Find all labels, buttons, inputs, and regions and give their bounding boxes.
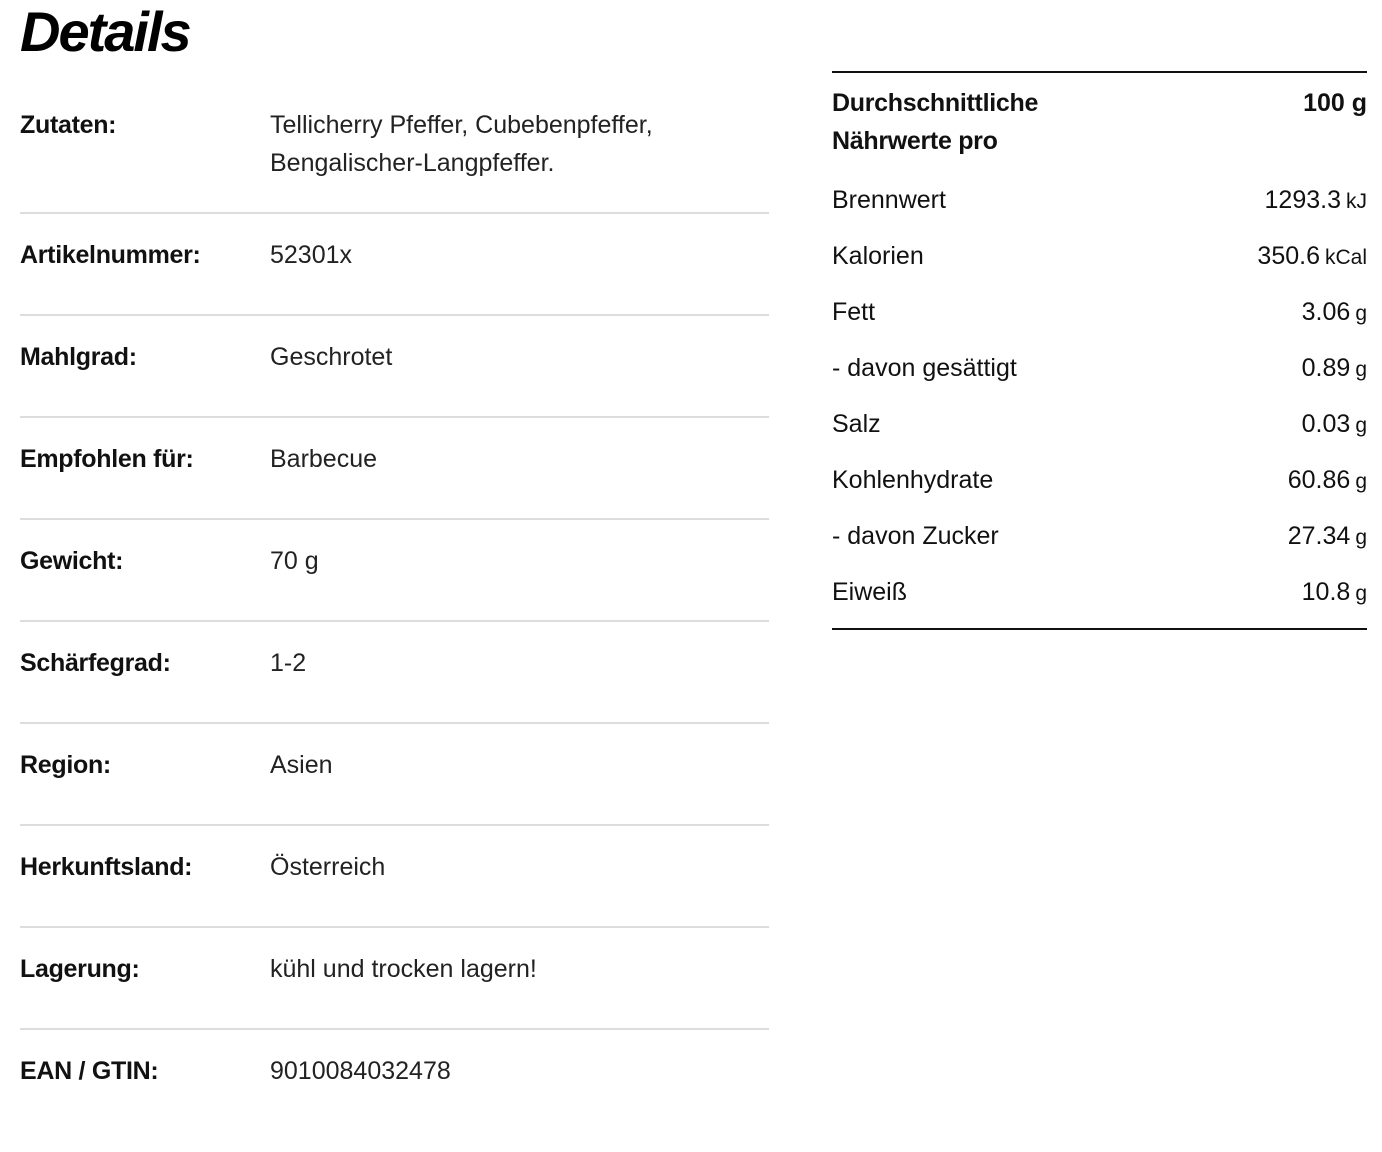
nutrition-header-label: Durchschnittliche Nährwerte pro (832, 89, 1039, 155)
nutrition-unit: g (1355, 414, 1367, 437)
detail-row-weight (20, 520, 769, 622)
detail-label: Schärfegrad: (20, 649, 171, 677)
details-table (20, 82, 769, 1132)
nutrition-name: Kalorien (832, 242, 924, 270)
detail-label: Empfohlen für: (20, 445, 194, 473)
nutrition-amount: 3.06 (1301, 298, 1351, 326)
detail-row-grind (20, 316, 769, 418)
detail-value: Tellicherry Pfeffer, Cubebenpfeffer, Bengalischer-Langpfeffer. (270, 111, 653, 177)
nutrition-value (1288, 452, 1367, 512)
nutrition-unit: g (1355, 358, 1367, 381)
detail-row-storage (20, 928, 769, 1030)
detail-value: 70 g (270, 547, 319, 575)
detail-row-region (20, 724, 769, 826)
nutrition-amount: 0.89 (1301, 354, 1351, 382)
detail-label: Gewicht: (20, 547, 124, 575)
nutrition-row (832, 452, 1367, 508)
detail-value: 9010084032478 (270, 1057, 451, 1085)
detail-label: Region: (20, 751, 111, 779)
detail-row-spiciness (20, 622, 769, 724)
nutrition-name: Brennwert (832, 186, 946, 214)
nutrition-unit: g (1355, 526, 1367, 549)
nutrition-value (1302, 284, 1367, 344)
detail-value: 1-2 (270, 649, 307, 677)
nutrition-header-value: 100 g (1303, 89, 1367, 117)
nutrition-name: Salz (832, 410, 881, 438)
nutrition-row (832, 508, 1367, 564)
detail-label: Artikelnummer: (20, 241, 201, 269)
nutrition-name: Kohlenhydrate (832, 466, 994, 494)
nutrition-unit: kCal (1324, 246, 1367, 269)
nutrition-row (832, 564, 1367, 620)
detail-value: Österreich (270, 853, 386, 881)
page-title: Details (20, 0, 190, 63)
nutrition-amount: 27.34 (1287, 522, 1351, 550)
detail-label: Zutaten: (20, 111, 117, 139)
nutrition-row (832, 340, 1367, 396)
detail-label: Mahlgrad: (20, 343, 137, 371)
nutrition-amount: 0.03 (1301, 410, 1351, 438)
detail-row-article-number (20, 214, 769, 316)
nutrition-table (832, 71, 1367, 630)
detail-row-recommended (20, 418, 769, 520)
detail-value: kühl und trocken lagern! (270, 955, 537, 983)
detail-label: Herkunftsland: (20, 853, 193, 881)
detail-value: Geschrotet (270, 343, 393, 371)
detail-value: 52301x (270, 241, 353, 269)
nutrition-unit: g (1355, 302, 1367, 325)
nutrition-name: Fett (832, 298, 876, 326)
nutrition-amount: 10.8 (1301, 578, 1351, 606)
nutrition-header (832, 73, 1367, 160)
nutrition-value (1302, 396, 1367, 456)
nutrition-value (1302, 340, 1367, 400)
nutrition-name: Eiweiß (832, 578, 908, 606)
detail-row-ean (20, 1030, 769, 1132)
detail-label: Lagerung: (20, 955, 140, 983)
nutrition-row (832, 396, 1367, 452)
detail-label: EAN / GTIN: (20, 1057, 159, 1085)
nutrition-value (1302, 564, 1367, 624)
nutrition-unit: kJ (1346, 190, 1367, 213)
detail-value: Barbecue (270, 445, 378, 473)
nutrition-row (832, 284, 1367, 340)
nutrition-row (832, 172, 1367, 228)
detail-row-origin-country (20, 826, 769, 928)
nutrition-amount: 350.6 (1257, 242, 1320, 270)
nutrition-unit: g (1355, 582, 1367, 605)
nutrition-value (1265, 172, 1367, 232)
nutrition-name: - davon Zucker (832, 522, 999, 550)
nutrition-name: - davon gesättigt (832, 354, 1017, 382)
nutrition-value (1288, 508, 1367, 568)
nutrition-unit: g (1355, 470, 1367, 493)
nutrition-row (832, 228, 1367, 284)
nutrition-value (1257, 228, 1367, 288)
nutrition-amount: 60.86 (1287, 466, 1351, 494)
detail-row-ingredients (20, 82, 769, 214)
nutrition-amount: 1293.3 (1264, 186, 1341, 214)
detail-value: Asien (270, 751, 333, 779)
